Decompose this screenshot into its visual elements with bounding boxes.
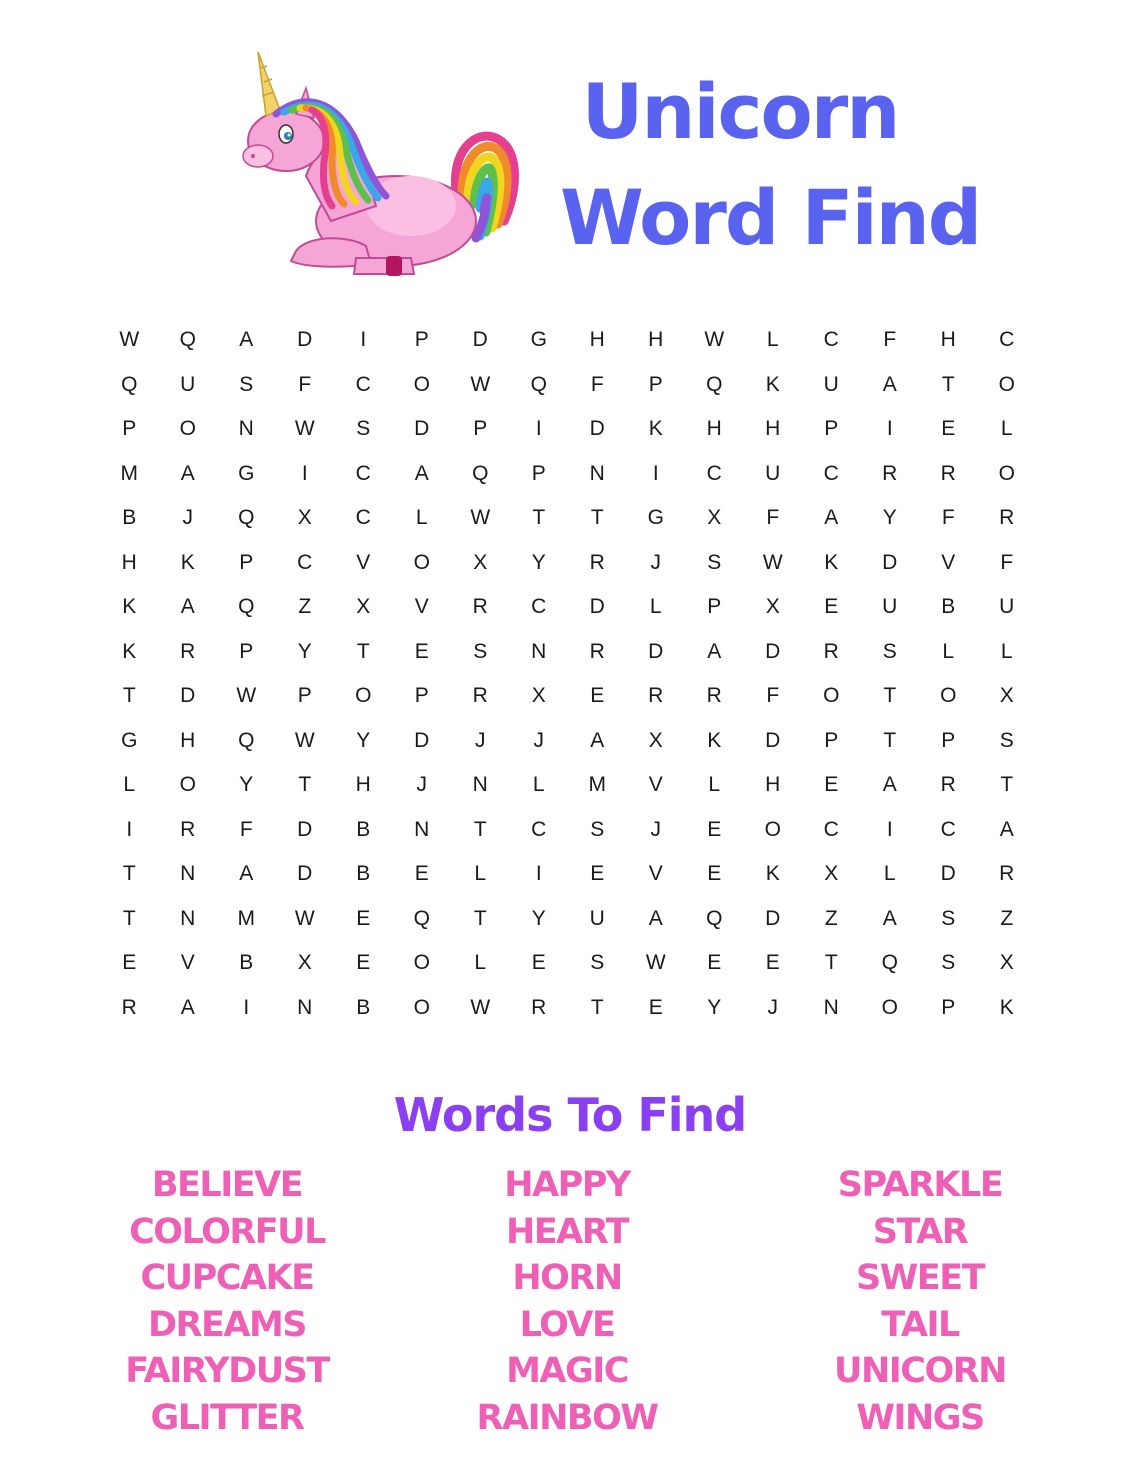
grid-letter[interactable]: E [590,684,605,707]
grid-letter[interactable]: D [414,728,430,752]
grid-letter[interactable]: P [941,995,956,1019]
grid-letter[interactable]: S [239,372,254,396]
grid-letter[interactable]: D [765,639,781,663]
words-heading: Words To Find [393,1088,747,1142]
grid-letter[interactable]: G [121,728,138,752]
grid-letter[interactable]: E [414,639,429,663]
grid-letter[interactable]: E [356,951,371,974]
grid-letter[interactable]: V [648,773,663,796]
grid-letter[interactable]: X [297,506,312,529]
grid-letter[interactable]: W [236,684,257,707]
grid-letter[interactable]: E [707,951,722,974]
grid-letter[interactable]: C [823,328,839,351]
grid-letter[interactable]: T [590,995,604,1019]
grid-row [100,407,1036,451]
word-list-item: WINGS [856,1397,984,1438]
grid-letter[interactable]: L [474,951,487,974]
grid-letter[interactable]: T [473,906,487,930]
grid-letter[interactable]: E [590,862,605,885]
grid-letter[interactable]: J [475,728,486,752]
grid-letter[interactable]: U [999,595,1015,618]
grid-letter[interactable]: W [294,906,315,930]
grid-letter[interactable]: D [472,328,488,351]
grid-letter[interactable]: T [298,773,312,796]
grid-letter[interactable]: K [707,728,722,752]
grid-letter[interactable]: C [297,550,313,574]
grid-letter[interactable]: P [531,461,546,485]
grid-letter[interactable]: X [707,506,722,529]
grid-letter[interactable]: F [883,328,897,351]
grid-letter[interactable]: Q [413,906,430,930]
grid-letter[interactable]: R [180,639,196,663]
grid-letter[interactable]: Q [530,372,547,396]
grid-letter[interactable]: W [294,417,315,440]
word-list-item: RAINBOW [476,1397,658,1438]
grid-row [100,852,1036,896]
grid-letter[interactable]: R [882,461,898,485]
word-list-item: MAGIC [506,1351,628,1391]
grid-letter[interactable]: R [472,684,488,707]
grid-letter[interactable]: I [301,461,308,485]
grid-letter[interactable]: D [589,595,605,618]
grid-letter[interactable]: A [180,461,195,485]
grid-letter[interactable]: I [886,817,893,841]
grid-letter[interactable]: R [180,817,196,841]
grid-letter[interactable]: G [647,506,664,529]
grid-letter[interactable]: C [940,817,956,841]
grid-letter[interactable]: X [356,595,371,618]
grid-letter[interactable]: R [940,461,956,485]
word-list-item: CUPCAKE [140,1258,314,1298]
grid-letter[interactable]: E [824,773,839,796]
grid-letter[interactable]: C [999,328,1015,351]
grid-letter[interactable]: S [941,951,956,974]
grid-letter[interactable]: P [122,417,137,440]
grid-letter[interactable]: E [122,951,137,974]
grid-letter[interactable]: N [297,995,313,1019]
grid-letter[interactable]: C [355,461,371,485]
grid-letter[interactable]: R [823,639,839,663]
grid-letter[interactable]: T [824,951,838,974]
grid-letter[interactable]: L [532,773,545,796]
grid-letter[interactable]: C [706,461,722,485]
grid-letter[interactable]: N [531,639,547,663]
grid-letter[interactable]: Z [298,595,312,618]
grid-letter[interactable]: Y [707,995,722,1019]
grid-letter[interactable]: I [886,417,893,440]
grid-letter[interactable]: S [356,417,371,440]
grid-letter[interactable]: T [883,728,897,752]
grid-letter[interactable]: D [765,728,781,752]
grid-letter[interactable]: T [122,906,136,930]
word-list-item: HAPPY [504,1165,630,1205]
grid-letter[interactable]: Q [706,906,723,930]
grid-letter[interactable]: E [765,951,780,974]
grid-letter[interactable]: F [1000,550,1014,574]
grid-letter[interactable]: A [648,906,663,930]
grid-letter[interactable]: A [707,639,722,663]
grid-letter[interactable]: P [414,684,429,707]
grid-letter[interactable]: T [1000,773,1014,796]
grid-letter[interactable]: L [649,595,662,618]
grid-letter[interactable]: U [180,372,196,396]
word-list-item: COLORFUL [129,1211,325,1252]
grid-letter[interactable]: U [823,372,839,396]
word-list-item: UNICORN [834,1351,1006,1391]
grid-letter[interactable]: A [882,773,897,796]
grid-letter[interactable]: A [180,995,195,1019]
grid-letter[interactable]: R [589,639,605,663]
grid-letter[interactable]: O [764,817,781,841]
grid-letter[interactable]: K [999,995,1014,1019]
grid-letter[interactable]: K [122,595,137,618]
grid-letter[interactable]: L [415,506,428,529]
grid-letter[interactable]: U [765,461,781,485]
grid-letter[interactable]: J [533,728,544,752]
grid-letter[interactable]: X [297,951,312,974]
grid-letter[interactable]: R [472,595,488,618]
grid-letter[interactable]: R [648,684,664,707]
grid-letter[interactable]: T [356,639,370,663]
grid-letter[interactable]: I [652,461,659,485]
grid-letter[interactable]: S [882,639,897,663]
grid-letter[interactable]: K [765,862,780,885]
word-list-item: DREAMS [147,1304,307,1345]
grid-letter[interactable]: T [941,372,955,396]
grid-letter[interactable]: E [707,862,722,885]
word-list-item: GLITTER [150,1397,304,1438]
grid-letter[interactable]: H [589,328,605,351]
grid-letter[interactable]: Y [356,728,371,752]
grid-letter[interactable]: A [882,372,897,396]
grid-letter[interactable]: O [998,461,1015,485]
grid-letter[interactable]: E [824,595,839,618]
grid-letter[interactable]: P [707,595,722,618]
grid-row [100,986,1036,1030]
grid-letter[interactable]: B [122,506,137,529]
grid-letter[interactable]: V [941,550,956,574]
grid-letter[interactable]: P [824,417,839,440]
grid-letter[interactable]: O [413,951,430,974]
grid-letter[interactable]: F [766,506,780,529]
grid-letter[interactable]: M [237,906,255,930]
grid-letter[interactable]: P [473,417,488,440]
grid-letter[interactable]: P [297,684,312,707]
grid-letter[interactable]: D [589,417,605,440]
grid-letter[interactable]: P [941,728,956,752]
grid-row [100,452,1036,496]
grid-letter[interactable]: K [824,550,839,574]
grid-letter[interactable]: B [356,817,371,841]
grid-letter[interactable]: S [590,951,605,974]
grid-letter[interactable]: J [650,550,661,574]
grid-letter[interactable]: L [123,773,136,796]
grid-letter[interactable]: B [356,995,371,1019]
grid-letter[interactable]: Y [531,550,546,574]
grid-letter[interactable]: U [589,906,605,930]
grid-letter[interactable]: Y [239,773,254,796]
grid-letter[interactable]: N [823,995,839,1019]
grid-letter[interactable]: X [648,728,663,752]
word-list-item: LOVE [519,1304,615,1345]
grid-letter[interactable]: K [180,550,195,574]
grid-letter[interactable]: Y [297,639,312,663]
word-list-column-3 [740,1162,1100,1441]
grid-letter[interactable]: D [297,328,313,351]
grid-letter[interactable]: Q [238,728,255,752]
grid-letter[interactable]: N [238,417,254,440]
word-list-item: HEART [505,1211,629,1252]
grid-letter[interactable]: Q [706,372,723,396]
grid-letter[interactable]: D [940,862,956,885]
grid-letter[interactable]: H [180,728,196,752]
grid-letter[interactable]: A [180,595,195,618]
grid-row [100,808,1036,852]
grid-row [100,318,1036,362]
grid-letter[interactable]: Q [238,595,255,618]
grid-letter[interactable]: L [708,773,721,796]
grid-letter[interactable]: R [589,550,605,574]
grid-letter[interactable]: G [530,328,547,351]
grid-letter[interactable]: O [355,684,372,707]
grid-letter[interactable]: T [473,817,487,841]
grid-letter[interactable]: O [179,773,196,796]
grid-letter[interactable]: I [535,862,542,885]
grid-letter[interactable]: Z [824,906,838,930]
grid-letter[interactable]: F [590,372,604,396]
grid-row [100,541,1036,585]
word-list-item: HORN [512,1258,622,1298]
grid-letter[interactable]: V [414,595,429,618]
grid-letter[interactable]: A [824,506,839,529]
grid-letter[interactable]: S [941,906,956,930]
grid-letter[interactable]: O [881,995,898,1019]
grid-letter[interactable]: R [531,995,547,1019]
grid-letter[interactable]: F [941,506,955,529]
grid-letter[interactable]: T [883,684,897,707]
grid-letter[interactable]: R [999,506,1015,529]
grid-letter[interactable]: A [999,817,1014,841]
grid-letter[interactable]: I [535,417,542,440]
grid-row [100,941,1036,985]
grid-letter[interactable]: H [355,773,371,796]
grid-letter[interactable]: F [239,817,253,841]
grid-letter[interactable]: W [470,506,491,529]
grid-letter[interactable]: S [473,639,488,663]
word-list-column-1 [47,1162,407,1441]
grid-letter[interactable]: Q [121,372,138,396]
grid-letter[interactable]: O [940,684,957,707]
grid-letter[interactable]: N [414,817,430,841]
grid-letter[interactable]: P [239,550,254,574]
grid-letter[interactable]: X [473,550,488,574]
grid-letter[interactable]: E [414,862,429,885]
grid-letter[interactable]: A [882,906,897,930]
grid-letter[interactable]: A [414,461,429,485]
grid-letter[interactable]: Z [1000,906,1014,930]
grid-letter[interactable]: P [648,372,663,396]
grid-letter[interactable]: B [356,862,371,885]
word-list-item: BELIEVE [151,1165,303,1205]
grid-letter[interactable]: W [762,550,783,574]
grid-letter[interactable]: T [122,684,136,707]
grid-letter[interactable]: U [882,595,898,618]
grid-letter[interactable]: J [650,817,661,841]
grid-letter[interactable]: L [474,862,487,885]
grid-letter[interactable]: F [298,372,312,396]
grid-letter[interactable]: O [413,372,430,396]
title-line-2: Word Find [560,173,981,262]
grid-row [100,719,1036,763]
grid-letter[interactable]: M [120,461,138,485]
word-list-item: TAIL [881,1304,959,1345]
grid-letter[interactable]: L [883,862,896,885]
word-list-item: FAIRYDUST [125,1351,329,1391]
grid-letter[interactable]: Y [882,506,897,529]
grid-row [100,363,1036,407]
grid-letter[interactable]: P [414,328,429,351]
grid-letter[interactable]: L [1000,417,1013,440]
grid-row [100,585,1036,629]
grid-letter[interactable]: L [1000,639,1013,663]
grid-letter[interactable]: D [648,639,664,663]
grid-letter[interactable]: D [414,417,430,440]
grid-letter[interactable]: N [180,862,196,885]
grid-letter[interactable]: M [588,773,606,796]
grid-letter[interactable]: B [941,595,956,618]
grid-letter[interactable]: J [182,506,193,529]
grid-letter[interactable]: W [294,728,315,752]
grid-row [100,630,1036,674]
grid-letter[interactable]: W [470,995,491,1019]
grid-letter[interactable]: I [243,995,250,1019]
grid-letter[interactable]: E [707,817,722,841]
grid-letter[interactable]: I [360,328,367,351]
title-line-1: Unicorn [581,67,899,156]
grid-letter[interactable]: W [119,328,140,351]
grid-letter[interactable]: W [704,328,725,351]
grid-letter[interactable]: S [590,817,605,841]
grid-letter[interactable]: H [765,773,781,796]
grid-letter[interactable]: W [470,372,491,396]
grid-letter[interactable]: L [766,328,779,351]
grid-letter[interactable]: Q [881,951,898,974]
grid-letter[interactable]: C [355,372,371,396]
grid-letter[interactable]: C [355,506,371,529]
grid-letter[interactable]: N [589,461,605,485]
grid-letter[interactable]: V [180,951,195,974]
grid-letter[interactable]: D [765,906,781,930]
grid-letter[interactable]: F [766,684,780,707]
grid-letter[interactable]: E [356,906,371,930]
grid-letter[interactable]: B [239,951,254,974]
grid-letter[interactable]: O [998,372,1015,396]
grid-letter[interactable]: V [648,862,663,885]
grid-letter[interactable]: V [356,550,371,574]
word-list-item: SPARKLE [837,1165,1003,1205]
grid-letter[interactable]: Q [238,506,255,529]
grid-letter[interactable]: Q [472,461,489,485]
word-list-column-2 [387,1162,747,1441]
grid-row [100,674,1036,718]
word-list-item: STAR [872,1211,968,1252]
grid-letter[interactable]: X [531,684,546,707]
grid-letter[interactable]: X [999,951,1014,974]
grid-letter[interactable]: O [413,550,430,574]
grid-letter[interactable]: X [999,684,1014,707]
grid-letter[interactable]: R [121,995,137,1019]
grid-letter[interactable]: X [765,595,780,618]
grid-letter[interactable]: I [126,817,133,841]
grid-letter[interactable]: P [239,639,254,663]
grid-letter[interactable]: O [413,995,430,1019]
grid-letter[interactable]: H [648,328,664,351]
grid-letter[interactable]: H [940,328,956,351]
grid-letter[interactable]: T [590,506,604,529]
grid-letter[interactable]: A [590,728,605,752]
grid-letter[interactable]: S [999,728,1014,752]
grid-letter[interactable]: N [472,773,488,796]
grid-letter[interactable]: E [531,951,546,974]
grid-letter[interactable]: E [648,995,663,1019]
grid-letter[interactable]: D [297,817,313,841]
grid-letter[interactable]: D [180,684,196,707]
grid-letter[interactable]: R [940,773,956,796]
grid-letter[interactable]: S [707,550,722,574]
grid-letter[interactable]: D [297,862,313,885]
grid-letter[interactable]: G [238,461,255,485]
grid-letter[interactable]: K [122,639,137,663]
grid-letter[interactable]: O [823,684,840,707]
grid-letter[interactable]: A [239,862,254,885]
grid-letter[interactable]: L [942,639,955,663]
grid-letter[interactable]: W [645,951,666,974]
grid-letter[interactable]: X [824,862,839,885]
grid-letter[interactable]: D [882,550,898,574]
grid-letter[interactable]: T [532,506,546,529]
grid-letter[interactable]: C [823,817,839,841]
word-list-item: SWEET [855,1258,984,1298]
grid-letter[interactable]: A [239,328,254,351]
grid-row [100,496,1036,540]
grid-letter[interactable]: H [765,417,781,440]
grid-letter[interactable]: H [121,550,137,574]
grid-row [100,897,1036,941]
grid-letter[interactable]: J [416,773,427,796]
grid-letter[interactable]: H [706,417,722,440]
grid-letter[interactable]: R [999,862,1015,885]
grid-letter[interactable]: J [767,995,778,1019]
grid-letter[interactable]: Y [531,906,546,930]
grid-row [100,763,1036,807]
grid-letter[interactable]: K [765,372,780,396]
grid-letter[interactable]: O [179,417,196,440]
grid-letter[interactable]: C [823,461,839,485]
grid-letter[interactable]: C [531,817,547,841]
grid-letter[interactable]: N [180,906,196,930]
grid-letter[interactable]: E [941,417,956,440]
grid-letter[interactable]: T [122,862,136,885]
grid-letter[interactable]: Q [179,328,196,351]
grid-letter[interactable]: K [648,417,663,440]
grid-letter[interactable]: C [531,595,547,618]
grid-letter[interactable]: P [824,728,839,752]
grid-letter[interactable]: R [706,684,722,707]
unicorn-icon [236,46,528,282]
